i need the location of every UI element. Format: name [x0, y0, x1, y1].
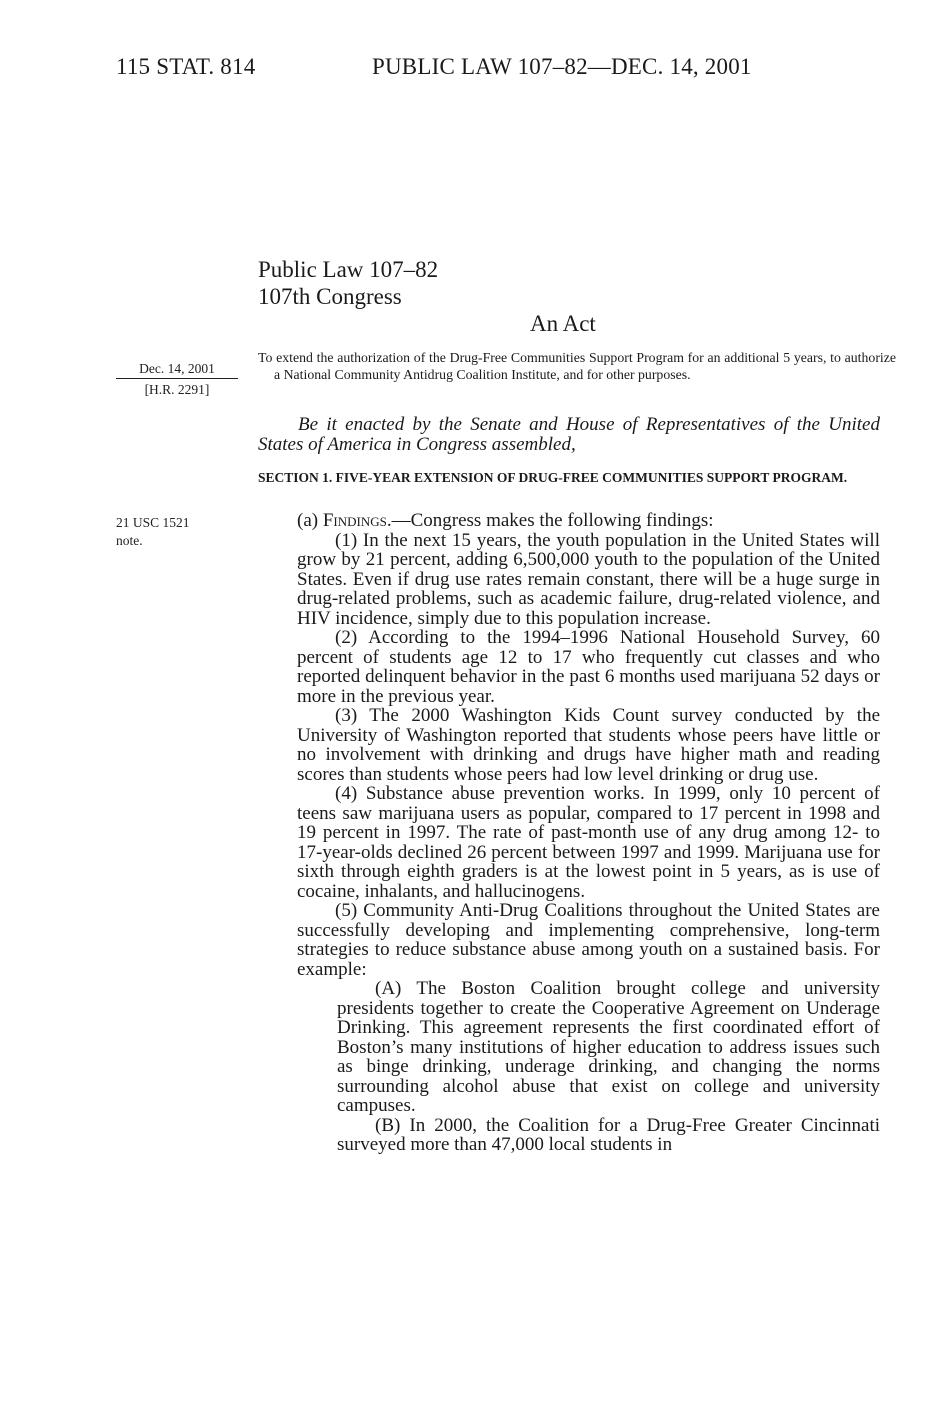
margin-note-usc-note: note.	[116, 533, 143, 548]
enacting-clause: Be it enacted by the Senate and House of Representatives of the United States of America in Congress assembled,	[258, 414, 880, 455]
findings-intro: (a) Findings.—Congress makes the following findings:	[297, 510, 714, 531]
margin-note-bill: [H.R. 2291]	[144, 382, 210, 397]
finding-5-b: (B) In 2000, the Coalition for a Drug-Free Greater Cincinnati surveyed more than 47,000 local students in	[337, 1114, 880, 1155]
finding-5-a: (A) The Boston Coalition brought college and university presidents together to create the Cooperative Agreement on Underage Drinking. This agreement represents the first coordinated effort of Boston’s many institutions of higher education to address issues such as binge drinking, underage drinking, and changing the norms surrounding alcohol abuse that exist on college and university campuses.	[337, 978, 880, 1116]
public-law-number: Public Law 107–82	[258, 257, 439, 282]
margin-note-usc	[116, 514, 190, 550]
finding-2: (2) According to the 1994–1996 National Household Survey, 60 percent of students age 12 to 17 who frequently cut classes and who reported delinquent behavior in the past 6 months used marijuana 52 days or more in the previous year.	[297, 627, 880, 707]
finding-4: (4) Substance abuse prevention works. In 1999, only 10 percent of teens saw marijuana users as popular, compared to 17 percent in 1998 and 19 percent in 1997. The rate of past-month use of any drug among 12- to 17-year-olds declined 26 percent between 1997 and 1999. Marijuana use for sixth through eighth graders is at the lowest point in 5 years, as is use of cocaine, inhalants, and hallucinogens.	[297, 783, 880, 902]
running-header-law-date: PUBLIC LAW 107–82—DEC. 14, 2001	[372, 54, 752, 79]
section-1-body	[297, 511, 880, 1155]
finding-1: (1) In the next 15 years, the youth population in the United States will grow by 21 percent, adding 6,500,000 youth to the population of the United States. Even if drug use rates remain constant, there will be a huge surge in drug-related problems, such as academic failure, drug-related violence, and HIV incidence, simply due to this population increase.	[297, 529, 880, 629]
act-title: An Act	[530, 311, 596, 336]
findings-label: Findings	[322, 510, 387, 531]
section-1-heading: SECTION 1. FIVE-YEAR EXTENSION OF DRUG-FREE COMMUNITIES SUPPORT PROGRAM.	[258, 470, 848, 485]
margin-note-date: Dec. 14, 2001	[116, 360, 238, 379]
finding-5: (5) Community Anti-Drug Coalitions throughout the United States are successfully developing and implementing comprehensive, long-term strategies to reduce substance abuse among youth on a sustained basis. For example:	[297, 900, 880, 980]
act-purpose: To extend the authorization of the Drug-Free Communities Support Program for an additional 5 years, to authorize a National Community Antidrug Coalition Institute, and for other purposes.	[258, 350, 896, 382]
finding-3: (3) The 2000 Washington Kids Count survey conducted by the University of Washington reported that students whose peers have little or no involvement with drinking and drugs have higher math and reading scores than students whose peers had low level drinking or drug use.	[297, 705, 880, 785]
page-stat-reference: 115 STAT. 814	[116, 54, 256, 79]
congress-number: 107th Congress	[258, 284, 402, 309]
margin-note-usc-citation: 21 USC 1521	[116, 515, 190, 530]
